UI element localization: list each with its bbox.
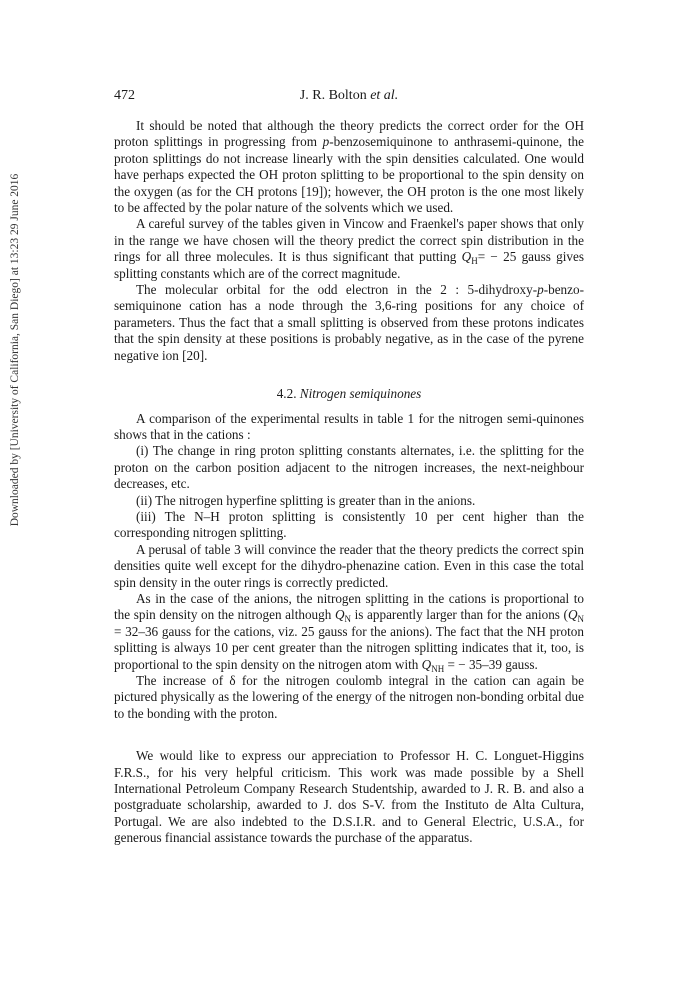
list-item-ii: (ii) The nitrogen hyperfine splitting is greater than in the anions. <box>136 492 476 508</box>
download-notice: Downloaded by [University of California, San Diego] at 13:23 29 June 2016 <box>9 173 21 527</box>
running-head-etal: et al. <box>370 88 399 103</box>
section-number: 4.2. <box>276 386 297 402</box>
paragraph-molecular-orbital: The molecular orbital for the odd electron in the 2 : 5-dihydroxy-p-benzo-semiquinone cation has a node through the 3,6-ring positions for any choice of parameters. Thus the fact that a small splitting is observed from these protons indicates that the spin density at these positions is probably negative, as in the case of the pyrene negative ion [20]. <box>114 282 584 363</box>
paragraph-delta: The increase of δ for the nitrogen coulomb integral in the cation can again be pictured physically as the lowering of the energy of the nitrogen non-bonding orbital due to the bonding with the proton. <box>114 673 584 721</box>
paragraph-comparison: A comparison of the experimental results in table 1 for the nitrogen semi-quinones shows that in the cations : <box>114 410 584 442</box>
paragraph-vincow-survey: A careful survey of the tables given in Vincow and Fraenkel's paper shows that only in the range we have chosen will the theory predict the correct spin distribution in the rings for all three molecules. It is thus significant that putting $Q_H= - 25$ gauss gives splitting constants which are of the correct magnitude. <box>114 216 584 281</box>
list-item-i: (i) The change in ring proton splitting constants alternates, i.e. the splitting for the proton on the carbon position adjacent to the nitrogen increases, the next-neighbour decreases, etc. <box>114 443 584 492</box>
page-header <box>114 88 584 108</box>
list-item-iii: (iii) The N–H proton splitting is consistently 10 per cent higher than the corresponding nitrogen splitting. <box>114 508 584 541</box>
section-title: Nitrogen semiquinones <box>299 386 422 402</box>
page-number: 472 <box>114 88 135 103</box>
article-body <box>114 118 584 847</box>
running-head <box>114 88 584 104</box>
paragraph-oh-splittings: It should be noted that although the theory predicts the correct order for the OH proton splittings in progressing from p-benzosemiquinone to anthrasemi-quinone, the proton splittings do not increase linearly with the spin densities calculated. One would have perhaps expected the OH proton splitting to be proportional to the spin density on the oxygen (as for the CH protons [19]); however, the OH proton is the one most likely to be affected by the polar nature of the solvents which we used. <box>114 118 584 216</box>
section-heading <box>114 386 584 402</box>
running-head-author: J. R. Bolton <box>299 88 367 103</box>
paragraph-perusal: A perusal of table 3 will convince the reader that the theory predicts the correct spin densities quite well except for the dihydro-phenazine cation. Even in this case the total spin density in the outer rings is correctly predicted. <box>114 541 584 590</box>
acknowledgement: We would like to express our appreciation to Professor H. C. Longuet-Higgins F.R.S., for his very helpful criticism. This work was made possible by a Shell International Petroleum Company Research Studentship, awarded to J. R. B. and also a postgraduate scholarship, awarded to J. dos S-V. from the Instituto de Alta Cultura, Portugal. We are also indebted to the D.S.I.R. and to General Electric, U.S.A., for generous financial assistance towards the purchase of the apparatus. <box>114 748 584 846</box>
download-sidebar <box>0 0 30 984</box>
paragraph-anions: As in the case of the anions, the nitrogen splitting in the cations is proportional to the spin density on the nitrogen although $Q_N$ is apparently larger than for the anions ($Q_N = 32-36$ gauss for the cations, viz. 25 gauss for the anions). The fact that the NH proton splitting is always 10 per cent greater than the nitrogen splitting indicates that it, too, is proportional to the spin density on the nitrogen atom with $Q_{NH}$ = − 35–39 gauss. <box>114 590 584 674</box>
